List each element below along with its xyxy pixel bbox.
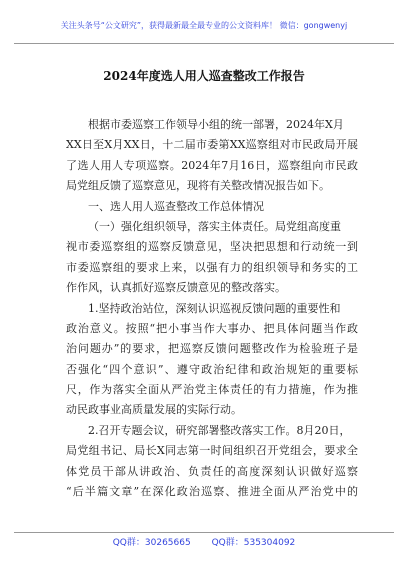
- footer: [0, 535, 408, 548]
- document-title: 2024年度选人用人巡查整改工作报告: [103, 69, 305, 83]
- body-line: 视市委巡察组的巡察反馈意见，坚决把思想和行动统一到: [66, 240, 358, 254]
- body-line: 动民政事业高质量发展的实际行动。: [66, 403, 242, 417]
- body-line: 2.召开专题会议，研究部署整改落实工作。8月20日，: [88, 423, 351, 437]
- body-line: 政治意义。按照“把小事当作大事办、把具体问题当作政: [66, 321, 358, 335]
- footer-qq-group-2: QQ群：535304092: [211, 538, 296, 548]
- body-line: 局党组反馈了巡察意见，现将有关整改情况报告如下。: [66, 179, 330, 193]
- body-line: 根据市委巡察工作领导小组的统一部署，2024年X月: [88, 118, 344, 131]
- body-line: 了选人用人专项巡察。2024年7月16日，巡察组向市民政: [66, 158, 358, 172]
- body-line: 否强化“四个意识”、遵守政治纪律和政治规矩的重要标: [66, 362, 358, 376]
- body-line: 1.坚持政治站位，深刻认识巡视反馈问题的重要性和: [88, 301, 341, 315]
- section-heading: 一、选人用人巡查整改工作总体情况: [88, 199, 264, 213]
- body-line: 局党组书记、局长X同志第一时间组织召开党组会，要求全: [66, 444, 358, 458]
- body-line: 作作风，认真抓好巡察反馈意见的整改落实。: [66, 281, 286, 295]
- footer-qq-group-1: QQ群：30265665: [112, 538, 191, 548]
- header-banner: 关注头条号“公文研究”，获得最新最全最专业的公文资料库！ 微信：gongwenyj: [60, 21, 348, 30]
- body-line: 尺，作为落实全面从严治党主体责任的有力措施，作为推: [66, 383, 358, 397]
- footer-divider: [14, 532, 394, 533]
- body-line: 治问题办”的要求，把巡察反馈问题整改作为检验班子是: [66, 342, 358, 356]
- body-line: （一）强化组织领导，落实主体责任。局党组高度重: [88, 219, 341, 233]
- header-divider: [14, 43, 394, 44]
- document-body: [66, 115, 358, 502]
- body-line: 市委巡察组的要求上来，以强有力的组织领导和务实的工: [66, 260, 358, 274]
- body-line: “后半篇文章”在深化政治巡察、推进全面从严治党中的: [66, 485, 358, 499]
- body-line: 体党员干部从讲政治、负责任的高度深刻认识做好巡察: [66, 464, 358, 478]
- body-line: XX日至X月XX日，十二届市委第XX巡察组对市民政局开展: [66, 138, 358, 152]
